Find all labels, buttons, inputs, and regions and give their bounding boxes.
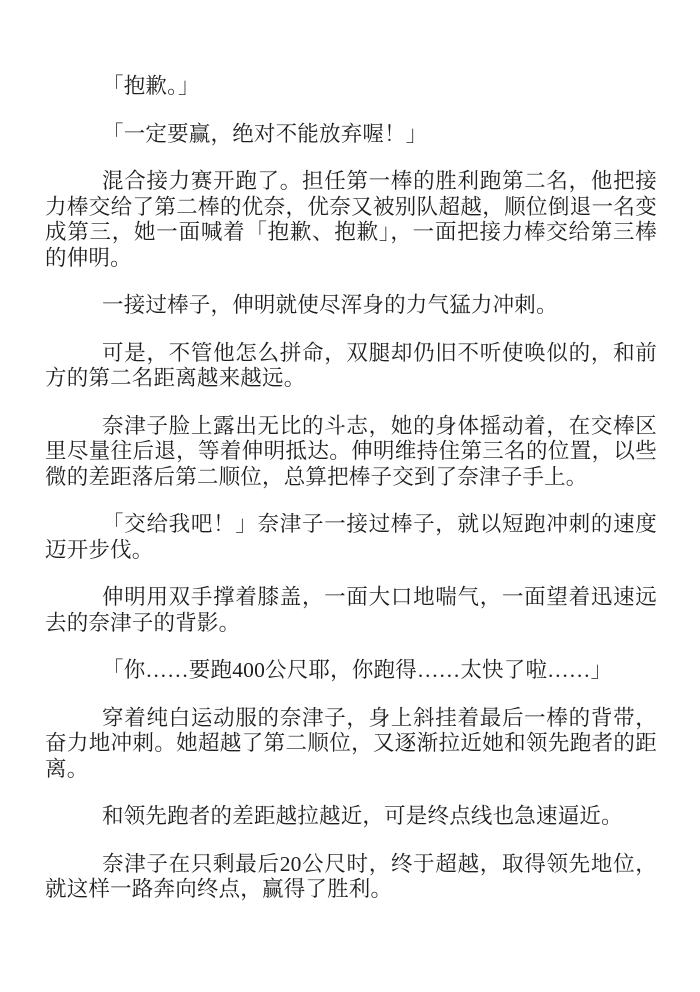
paragraph-narration: 混合接力赛开跑了。担任第一棒的胜利跑第二名，他把接力棒交给了第二棒的优奈，优奈又被别队超越，顺位倒退一名变成第三，她一面喊着「抱歉、抱歉」，一面把接力棒交给第三棒的伸明。 — [45, 169, 657, 270]
paragraph-dialogue-narration: 「交给我吧！」奈津子一接过棒子，就以短跑冲刺的速度迈开步伐。 — [45, 512, 657, 562]
paragraph-narration: 一接过棒子，伸明就使尽浑身的力气猛力冲刺。 — [102, 293, 558, 317]
paragraph-narration: 奈津子在只剩最后20公尺时，终于超越，取得领先地位，就这样一路奔向终点，赢得了胜利。 — [45, 851, 657, 901]
paragraph-dialogue: 「你……要跑400公尺耶，你跑得……太快了啦……」 — [102, 658, 613, 682]
paragraph-narration: 穿着纯白运动服的奈津子，身上斜挂着最后一棒的背带，奋力地冲刺。她超越了第二顺位，又逐渐拉近她和领先跑者的距离。 — [45, 705, 657, 781]
paragraph-narration: 奈津子脸上露出无比的斗志，她的身体摇动着，在交棒区里尽量往后退，等着伸明抵达。伸明维持住第三名的位置，以些微的差距落后第二顺位，总算把棒子交到了奈津子手上。 — [45, 413, 657, 489]
paragraph-narration: 和领先跑者的差距越拉越近，可是终点线也急速逼近。 — [102, 804, 623, 828]
paragraph-dialogue: 「一定要赢，绝对不能放弃喔！」 — [102, 121, 428, 146]
paragraph-narration: 伸明用双手撑着膝盖，一面大口地喘气，一面望着迅速远去的奈津子的背影。 — [45, 585, 657, 635]
paragraph-narration: 可是，不管他怎么拼命，双腿却仍旧不听使唤似的，和前方的第二名距离越来越远。 — [45, 340, 657, 390]
paragraph-dialogue: 「抱歉。」 — [102, 74, 200, 98]
